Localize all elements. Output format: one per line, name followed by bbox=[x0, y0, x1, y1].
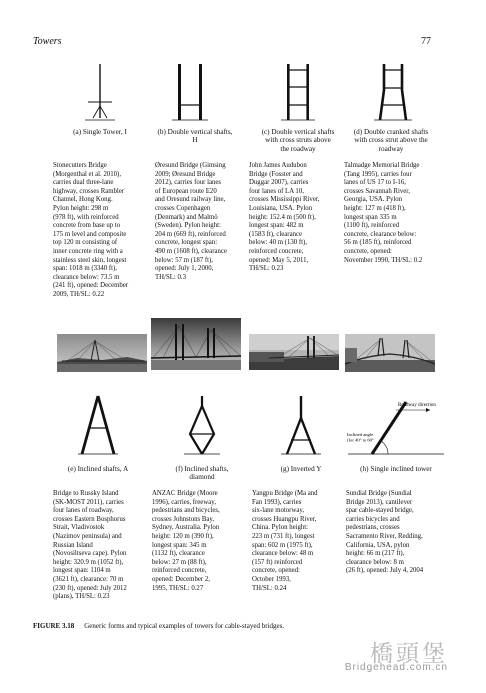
bridge-photo-audubon bbox=[249, 334, 339, 370]
tower-caption-g: (g) Inverted Y bbox=[280, 465, 322, 473]
watermark-site: Bridgehead.com.cn bbox=[344, 662, 448, 673]
tower-diagram-c bbox=[278, 62, 318, 126]
tower-description-e: Bridge to Russky Island (SK-MOST 2011), carries four lanes of roadway, crosses Eastern Bosphorus Strait, Vladivostok (Nazimov peninsula) and Russian Island (Novosiltseva cape). Pylon height: 320.9 m (1052 ft), longest span: 1104 m (3621 ft), clearance: 70 m (230 ft), opened: July 2012 (plans), TH/SL: 0.23 bbox=[53, 490, 127, 601]
tower-description-f: ANZAC Bridge (Moore 1996), carries, freeway, pedestrians and bicycles, crosses Johnstons Bay, Sydney, Australia. Pylon height: 120 m (390 ft), longest span: 345 m (1132 ft), clearance below: 27 m (88 ft), reinforced concrete, opened: December 2, 1995, TH/SL: 0.27 bbox=[152, 490, 220, 592]
tower-diagram-d bbox=[371, 62, 415, 126]
tower-caption-c: (c) Double vertical shafts with cross struts above the roadway bbox=[261, 128, 335, 153]
watermark-chinese: 橋頭堡 bbox=[370, 641, 448, 666]
figure-caption bbox=[33, 622, 284, 630]
tower-description-c: John James Audubon Bridge (Fosster and Duggar 2007), carries four lanes of LA 10, crosses Mississippi River, Louisiana, USA. Pylon height: 152.4 m (500 ft), longest span: 482 m (1583 ft), clearance below: 40 m (130 ft), reinforced concrete, opened: May 5, 2011, TH/SL: 0.23 bbox=[249, 162, 320, 273]
tower-description-a: Stonecutters Bridge (Morgenthal et al. 2010), carries dual three-lane highway, crosses Rambler Channel, Hong Kong. Pylon height: 298 m (978 ft), with reinforced concrete from base up to 175 m level and composite top 120 m consisting of inner concrete ring with a stainless steel skin, longest span: 1018 m (3340 ft), clearance below: 73.5 m (241 ft), opened: December 2009, TH/SL: 0.22 bbox=[53, 162, 129, 298]
tower-caption-b: (b) Double vertical shafts, H bbox=[157, 128, 233, 145]
bridge-photo-talmadge bbox=[345, 334, 435, 372]
roadway-direction-label: Roadway direction bbox=[398, 403, 436, 408]
tower-diagram-h bbox=[344, 392, 448, 462]
running-title: Towers bbox=[33, 36, 62, 47]
tower-caption-d: (d) Double cranked shafts with cross strut above the roadway bbox=[353, 128, 429, 153]
inclined-angle-text-line: (for 40° to 60° bbox=[347, 437, 374, 443]
tower-description-h: Sundial Bridge (Sundial Bridge 2013), cantilever spar cable-stayed bridge, carries bicycles and pedestrians, crosses Sacramento River, Redding, California, USA, pylon height: 66 m (217 ft), clearance below: 8 m (26 ft), opened: July 4, 2004 bbox=[346, 490, 424, 575]
tower-description-b: Øresund Bridge (Gimsing 2009; Øresund Bridge 2012), carries four lanes of European route E20 and Oresund railway line, crosses Copenhagen (Denmark) and Malmö (Sweden). Pylon height: 204 m (669 ft), reinforced concrete, longest span: 490 m (1608 ft), clearance below: 57 m (187 ft), opened: July 1, 2000, TH/SL: 0.3 bbox=[155, 162, 227, 281]
tower-diagram-e bbox=[76, 394, 120, 460]
tower-caption-f: (f) Inclined shafts, diamond bbox=[175, 465, 229, 482]
tower-diagram-g bbox=[279, 394, 323, 460]
inclined-angle-text: Inclined angle bbox=[347, 432, 374, 437]
bridge-photo-russky bbox=[57, 334, 147, 372]
bridge-photo-oresund bbox=[151, 318, 241, 370]
tower-diagram-f bbox=[180, 394, 224, 460]
tower-description-g: Yangpu Bridge (Ma and Fan 1993), carries six-lane motorway, crosses Huangpu River, China. Pylon height: 223 m (731 ft), longest span: 602 m (1975 ft), clearance below: 48 m (157 ft) reinforced concrete, opened: October 1993, TH/SL: 0.24 bbox=[252, 490, 318, 592]
inclined-angle-label bbox=[347, 432, 374, 443]
tower-caption-h: (h) Single inclined tower bbox=[360, 465, 432, 473]
tower-caption-e: (e) Inclined shafts, A bbox=[67, 465, 129, 473]
tower-description-d: Talmadge Memorial Bridge (Tang 1995), carries four lanes of US 17 to I-16, crosses Savannah River, Georgia, USA. Pylon height: 127 m (418 ft), longest span 335 m (1100 ft), reinforced concrete, clearance below: 56 m (185 ft), reinforced concrete, opened: November 1990, TH/SL: 0.2 bbox=[344, 162, 423, 264]
tower-diagram-b bbox=[170, 62, 210, 126]
tower-diagram-a bbox=[80, 62, 120, 124]
page-number: 77 bbox=[421, 36, 431, 47]
figure-label: FIGURE 3.18 bbox=[33, 622, 75, 630]
tower-caption-a: (a) Single Tower, I bbox=[73, 128, 127, 136]
figure-caption-text: Generic forms and typical examples of towers for cable-stayed bridges. bbox=[84, 622, 285, 630]
